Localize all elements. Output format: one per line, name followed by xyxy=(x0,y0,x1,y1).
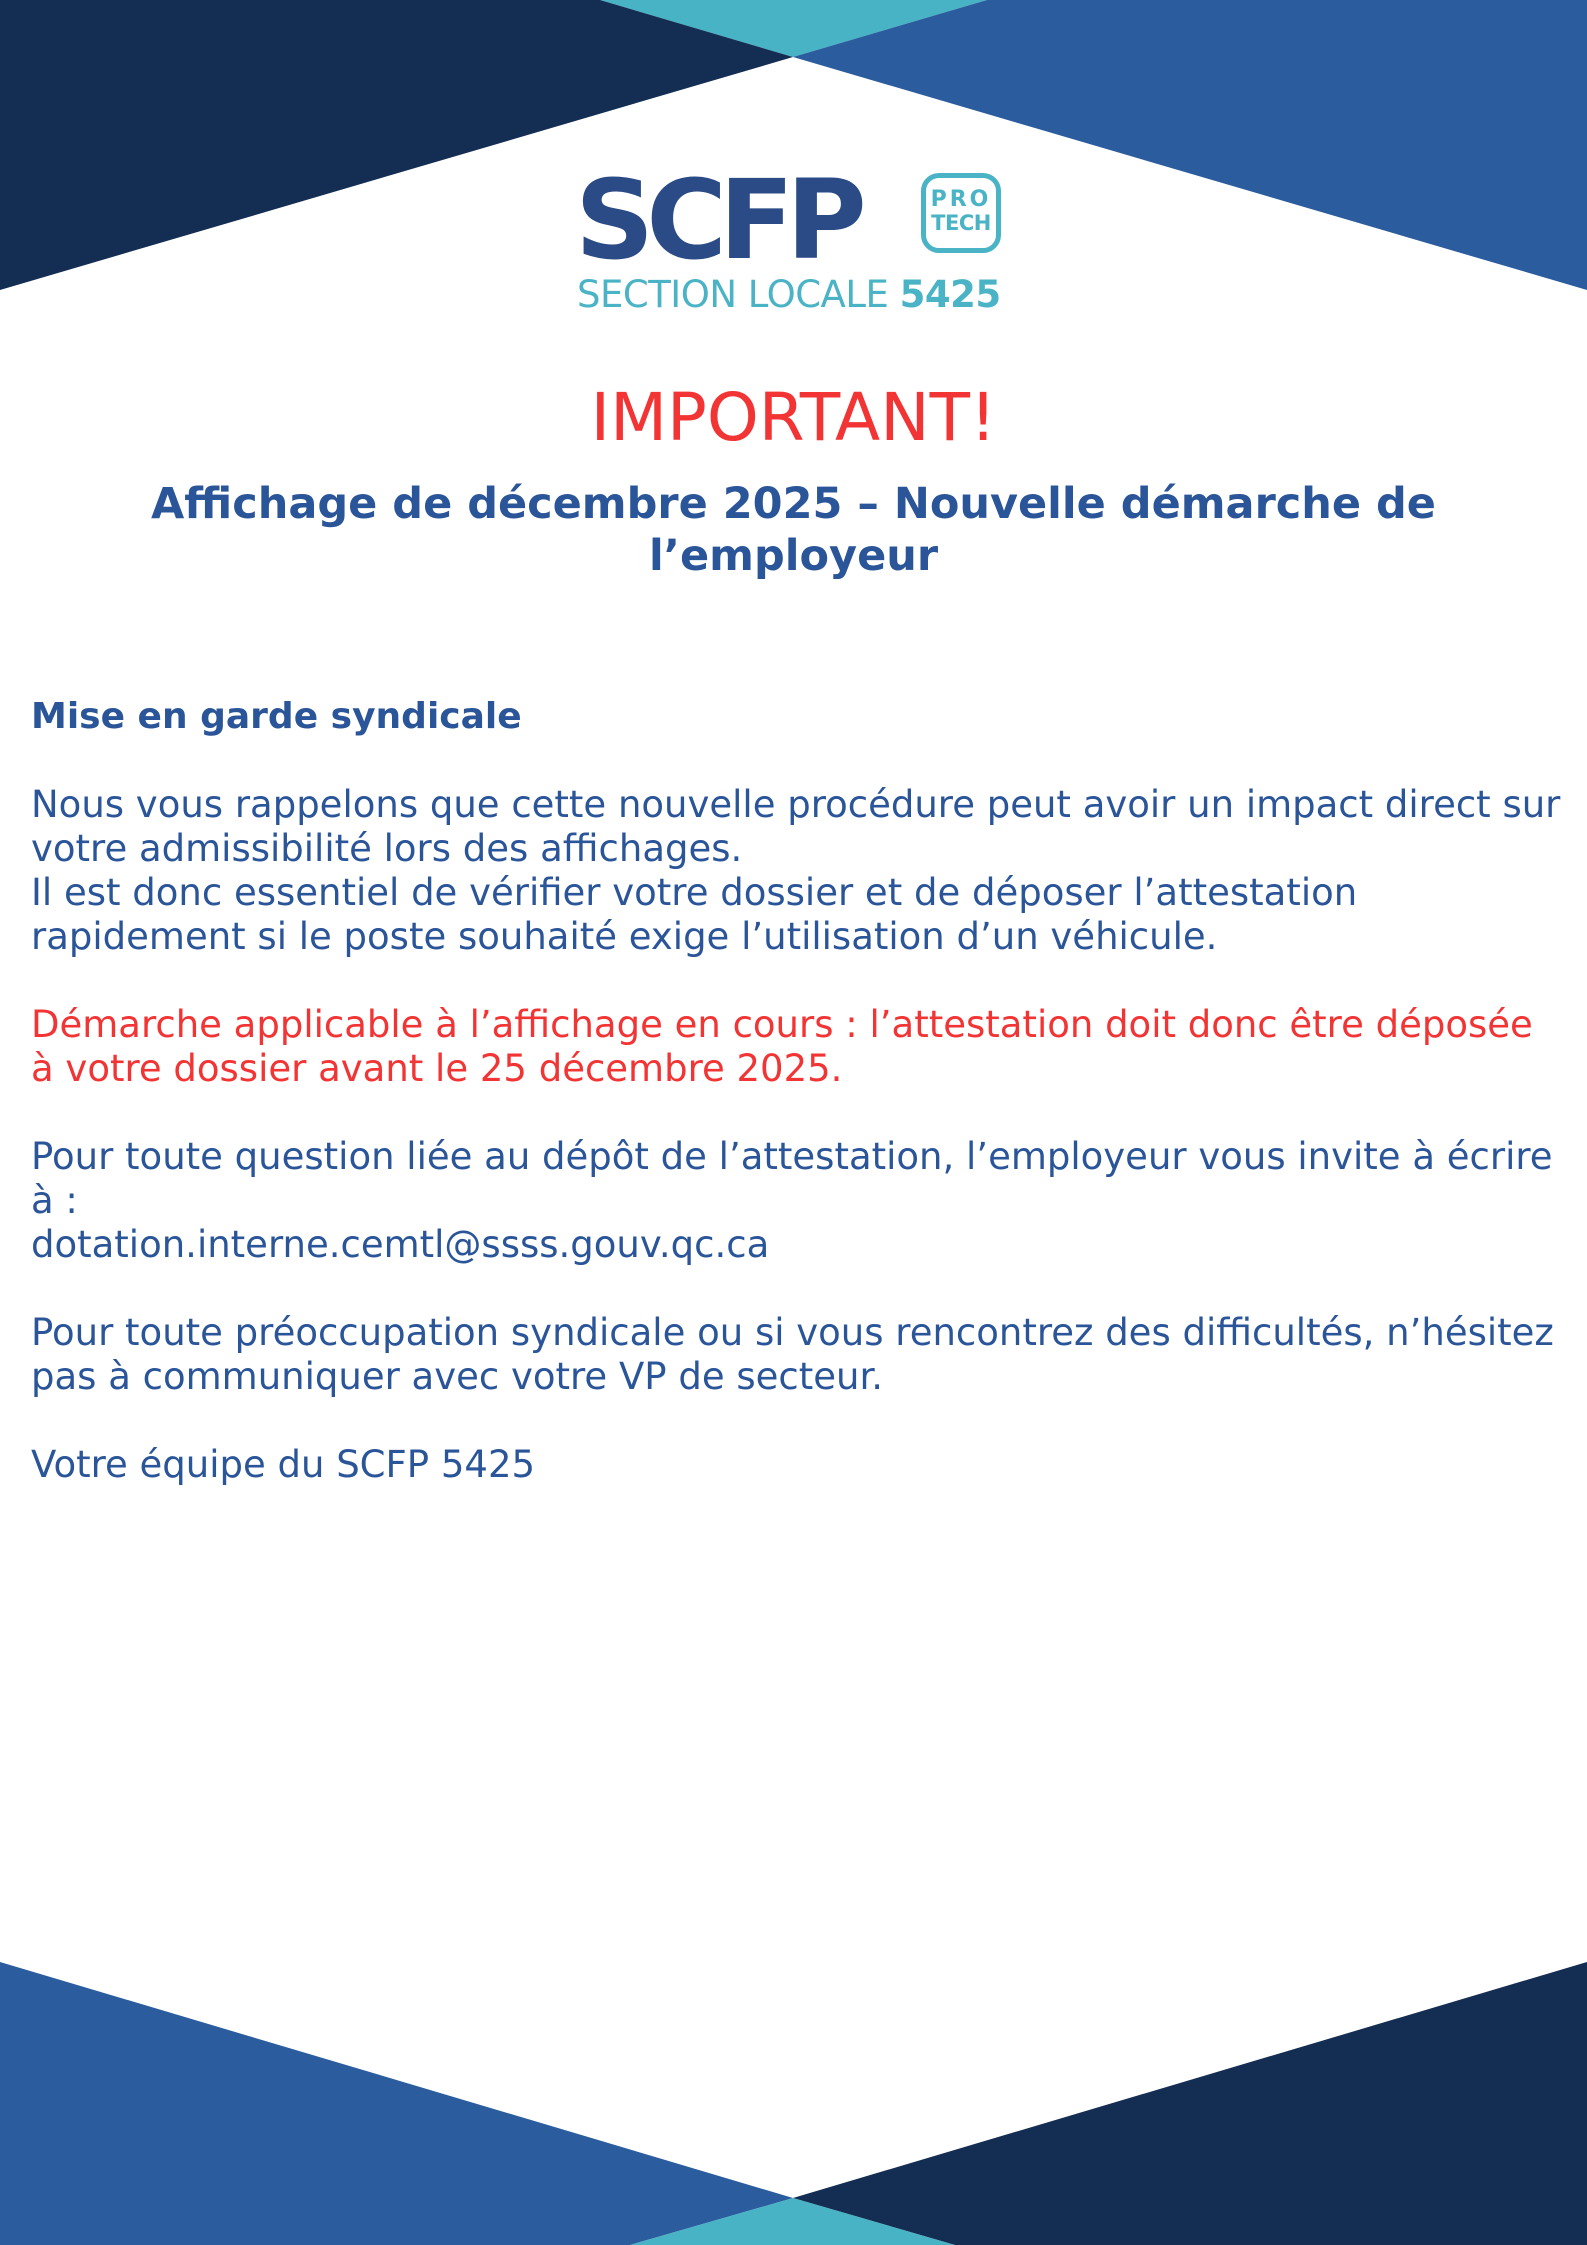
bottom-left-blue-shape xyxy=(0,1962,793,2245)
logo-subtitle-prefix: SECTION LOCALE xyxy=(577,273,889,316)
scfp-logo xyxy=(575,156,1015,325)
question-text: Pour toute question liée au dépôt de l’attestation, l’employeur vous invite à écrire à : xyxy=(31,1135,1553,1222)
reminder-line-2: Il est donc essentiel de vérifier votre dossier et de déposer l’attestation rapidement si le poste souhaité exige l’utilisation d’un véhicule. xyxy=(31,871,1358,958)
logo-section-locale xyxy=(577,273,1001,317)
signature: Votre équipe du SCFP 5425 xyxy=(31,1443,536,1486)
bottom-right-navy-shape xyxy=(793,1962,1587,2245)
logo-wordmark xyxy=(575,156,859,284)
notice-body xyxy=(31,695,1561,1531)
reminder-line-1: Nous vous rappelons que cette nouvelle procédure peut avoir un impact direct sur votre admissibilité lors des affichages. xyxy=(31,783,1561,870)
question-paragraph xyxy=(31,1135,1561,1267)
deadline-warning: Démarche applicable à l’affichage en cours : l’attestation doit donc être déposée à votre dossier avant le 25 décembre 2025. xyxy=(31,1003,1533,1090)
concern-paragraph: Pour toute préoccupation syndicale ou si vous rencontrez des difficultés, n’hésitez pas à communiquer avec votre VP de secteur. xyxy=(31,1311,1554,1398)
reminder-paragraph xyxy=(31,783,1561,959)
section-heading: Mise en garde syndicale xyxy=(31,696,522,737)
logo-subtitle-number: 5425 xyxy=(899,273,1001,316)
page-subtitle: Affichage de décembre 2025 – Nouvelle démarche de l’employeur xyxy=(151,479,1436,581)
badge-line2: TECH xyxy=(931,211,991,235)
logo-protech-badge xyxy=(921,173,1001,253)
badge-line1: PRO xyxy=(930,187,992,212)
important-title: IMPORTANT! xyxy=(590,379,997,456)
logo-name: SCFP xyxy=(575,156,859,284)
contact-email[interactable]: dotation.interne.cemtl@ssss.gouv.qc.ca xyxy=(31,1223,770,1266)
